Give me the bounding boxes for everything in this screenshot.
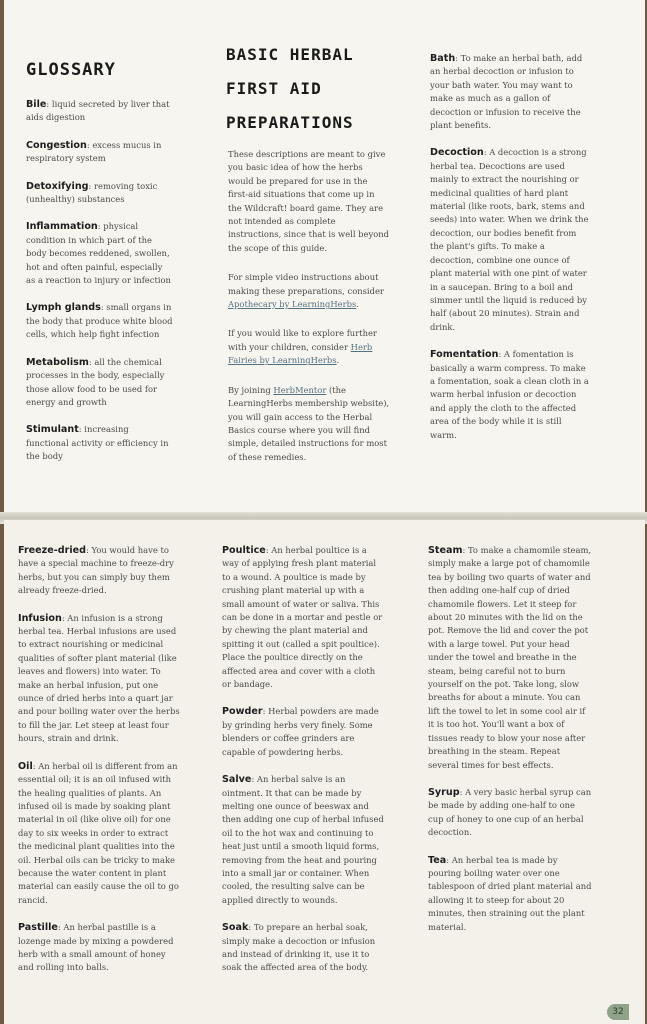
herb-fairies-paragraph: If you would like to explore further with your children, consider Herb Fairies by LearningHerbs. (228, 328, 377, 366)
preparation-entry: Soak: To prepare an herbal soak, simply make a decoction or infusion and instead of drinking it, use it to soak the affected area of the body. (222, 922, 376, 973)
preparation-entry: Fomentation: A fomentation is basically a warm compress. To make a fomentation, soak a clean cloth in a warm herbal infusion or decoction and apply the cloth to the affected area of the body while it is still warm. (430, 349, 589, 440)
page-number-bottom: 32 (607, 1004, 629, 1020)
apothecary-link[interactable]: Apothecary by LearningHerbs (228, 299, 357, 310)
apothecary-paragraph: For simple video instructions about making these preparations, consider Apothecary by LearningHerbs. (228, 272, 384, 310)
glossary-entry: Congestion: excess mucus in respiratory system (26, 139, 162, 164)
glossary-entry: Detoxifying: removing toxic (unhealthy) substances (26, 180, 158, 205)
preparation-entry: Powder: Herbal powders are made by grinding herbs very finely. Some blenders or coffee grinders are capable of powdering herbs. (222, 706, 379, 757)
herbal-intro (228, 148, 390, 480)
glossary-entry: Stimulant: increasing functional activity or efficiency in the body (26, 424, 169, 462)
bottom-middle-column (222, 544, 384, 989)
herbal-title: BASIC HERBAL FIRST AID PREPARATIONS (226, 45, 354, 132)
herbmentor-link[interactable]: HerbMentor (273, 384, 327, 395)
intro-paragraph: These descriptions are meant to give you basic idea of how the herbs would be prepared for use in the first-aid situations that come up in the Wildcraft! board game. They are not intended as complete instructions, since that is well beyond the scope of this guide. (228, 149, 390, 253)
preparation-entry: Bath: To make an herbal bath, add an herbal decoction or infusion to your bath water. You may want to make as much as a gallon of decoction or infusion to receive the plant benefits. (430, 53, 583, 131)
preparation-entry: Oil: An herbal oil is different from an essential oil; it is an oil infused with the healing qualities of plants. An infused oil is made by soaking plant material in oil (like olive oil) for one day to six weeks in order to extract the medicinal plant qualities into the oil. Herbal oils can be tricky to make because the water content in plant material can easily cause the oil to go rancid. (18, 760, 179, 905)
glossary-column (26, 98, 174, 478)
preparation-entry: Decoction: A decoction is a strong herbal tea. Decoctions are used mainly to extract the nourishing or medicinal qualities of hard plant material (like roots, bark, stems and seeds) into water. When we drink the decoction, our bodies benefit from the plant's gifts. To make a decoction, combine one ounce of plant material with one pint of water in a saucepan. Bring to a boil and simmer until the liquid is reduced by half (about 20 minutes). Strain and drink. (430, 147, 589, 332)
bottom-right-column (428, 544, 592, 948)
page-32 (4, 520, 645, 1024)
glossary-entry: Lymph glands: small organs in the body that produce white blood cells, which help fight infection (26, 302, 173, 340)
top-right-column (430, 52, 590, 456)
herbmentor-paragraph: By joining HerbMentor (the LearningHerbs membership website), you will gain access to the Herbal Basics course where you will find simple, detailed instructions for most of these remedies. (228, 384, 390, 462)
glossary-entry: Bile: liquid secreted by liver that aids digestion (26, 99, 170, 123)
preparation-entry: Tea: An herbal tea is made by pouring boiling water over one tablespoon of dried plant material and allowing it to steep for about 20 minutes, then straining out the plant material. (428, 854, 592, 932)
preparation-entry: Freeze-dried: You would have to have a special machine to freeze-dry herbs, but you can simply buy them already freeze-dried. (18, 545, 174, 596)
page-31 (4, 0, 645, 517)
preparation-entry: Steam: To make a chamomile steam, simply make a large pot of chamomile tea by boiling two quarts of water and then adding one-half cup of dried chamomile flowers. Let it steep for about 20 minutes with the lid on the pot. Remove the lid and cover the pot with a large towel. Put your head under the towel and breathe in the steam, being careful not to burn yourself on the pot. Take long, slow breaths for about a minute. You can lift the towel to let in some cool air if it is too hot. You'll want a box of tissues ready to blow your nose after breathing in the steam. Repeat several times for best effects. (428, 545, 592, 770)
glossary-entry: Metabolism: all the chemical processes in the body, especially those allow food to be used for energy and growth (26, 356, 165, 407)
glossary-title: GLOSSARY (26, 60, 116, 80)
preparation-entry: Pastille: An herbal pastille is a lozenge made by mixing a powdered herb with a small amount of honey and rolling into balls. (18, 922, 174, 973)
herb-fairies-link[interactable]: Herb Fairies by LearningHerbs (228, 341, 373, 366)
glossary-entry: Inflammation: physical condition in which part of the body becomes reddened, swollen, hot and often painful, especially as a reaction to injury or infection (26, 221, 171, 286)
preparation-entry: Syrup: A very basic herbal syrup can be made by adding one-half to one cup of honey to one cup of an herbal decoction. (428, 786, 592, 838)
preparation-entry: Salve: An herbal salve is an ointment. It that can be made by melting one ounce of beeswax and then adding one cup of herbal infused oil to the hot wax and continuing to heat just until a smooth liquid forms, removing from the heat and pouring into a small jar or container. When cooled, the resulting salve can be applied directly to wounds. (222, 774, 384, 905)
preparation-entry: Infusion: An infusion is a strong herbal tea. Herbal infusions are used to extract nourishing or medicinal qualities of softer plant material (like leaves and flowers) into water. To make an herbal infusion, put one ounce of dried herbs into a quart jar and pour boiling water over the herbs to fill the jar. Let steep at least four hours, strain and drink. (18, 612, 180, 744)
preparation-entry: Poultice: An herbal poultice is a way of applying fresh plant material to a wound. A poultice is made by crushing plant material up with a small amount of water or saliva. This can be done in a mortar and pestle or by chewing the plant material and spitting it out (called a spit poultice). Place the poultice directly on the affected area and cover with a cloth or bandage. (222, 545, 383, 690)
bottom-left-column (18, 544, 180, 989)
